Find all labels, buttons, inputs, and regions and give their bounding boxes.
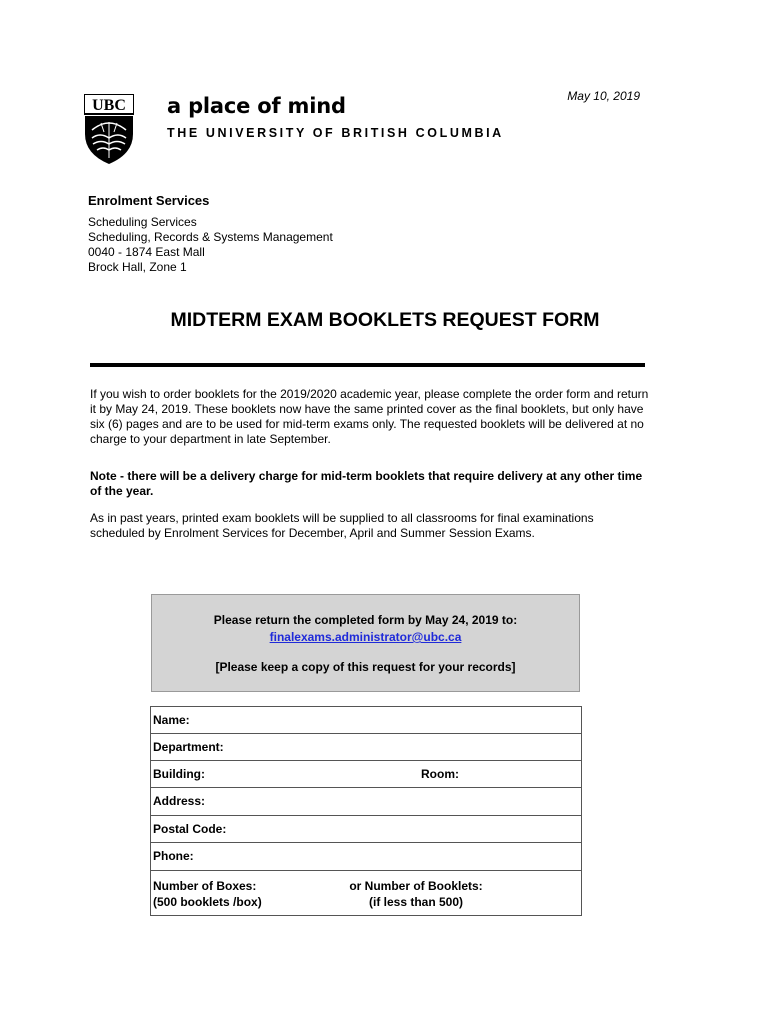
phone-label: Phone: bbox=[153, 849, 194, 863]
ubc-crest-logo bbox=[84, 94, 134, 164]
address-line: Brock Hall, Zone 1 bbox=[88, 260, 187, 274]
university-name: THE UNIVERSITY OF BRITISH COLUMBIA bbox=[167, 126, 504, 140]
name-label: Name: bbox=[153, 713, 190, 727]
name-row[interactable] bbox=[151, 707, 581, 734]
phone-row[interactable] bbox=[151, 843, 581, 871]
boxes-label: Number of Boxes: bbox=[153, 879, 257, 893]
booklets-label: or Number of Booklets: bbox=[349, 879, 483, 893]
postal-code-row[interactable] bbox=[151, 816, 581, 843]
title-divider bbox=[90, 363, 645, 367]
past-years-paragraph: As in past years, printed exam booklets will be supplied to all classrooms for final examinations scheduled by Enrolment Services for December, April and Summer Session Exams. bbox=[90, 511, 594, 540]
delivery-note: Note - there will be a delivery charge for mid-term booklets that require delivery at any other time of the year. bbox=[90, 469, 643, 498]
email-link[interactable]: finalexams.administrator@ubc.ca bbox=[269, 630, 462, 644]
form-title: MIDTERM EXAM BOOKLETS REQUEST FORM bbox=[170, 309, 600, 331]
address-line: 0040 - 1874 East Mall bbox=[88, 245, 205, 259]
logo-text: UBC bbox=[92, 97, 126, 114]
tagline: a place of mind bbox=[167, 94, 346, 118]
boxes-field bbox=[153, 878, 262, 910]
department-row[interactable] bbox=[151, 734, 581, 761]
department-address bbox=[88, 215, 333, 275]
building-row[interactable] bbox=[151, 761, 581, 788]
department-label: Department: bbox=[153, 740, 224, 754]
department-title: Enrolment Services bbox=[88, 193, 210, 208]
building-label: Building: bbox=[153, 767, 205, 781]
address-row[interactable] bbox=[151, 788, 581, 816]
boxes-note: (500 booklets /box) bbox=[153, 895, 262, 909]
booklets-field bbox=[341, 878, 491, 910]
postal-code-label: Postal Code: bbox=[153, 822, 227, 836]
return-instructions-box bbox=[151, 594, 580, 692]
request-form-table bbox=[150, 706, 582, 916]
intro-paragraph: If you wish to order booklets for the 2019/2020 academic year, please complete the order form and return it by May 24, 2019. These booklets now have the same printed cover as the final booklets, but only have six (6) pages and are to be used for mid-term exams only. The requested booklets will be delivered at no charge to your department in late September. bbox=[90, 387, 649, 446]
quantity-row[interactable] bbox=[151, 871, 581, 915]
document-date: May 10, 2019 bbox=[567, 89, 640, 103]
room-label: Room: bbox=[421, 767, 459, 781]
address-label: Address: bbox=[153, 794, 206, 808]
address-line: Scheduling, Records & Systems Management bbox=[88, 230, 333, 244]
keep-copy-note: [Please keep a copy of this request for your records] bbox=[215, 660, 516, 674]
booklets-note: (if less than 500) bbox=[368, 895, 464, 909]
return-instruction: Please return the completed form by May 24, 2019 to: bbox=[213, 613, 518, 627]
address-line: Scheduling Services bbox=[88, 215, 197, 229]
